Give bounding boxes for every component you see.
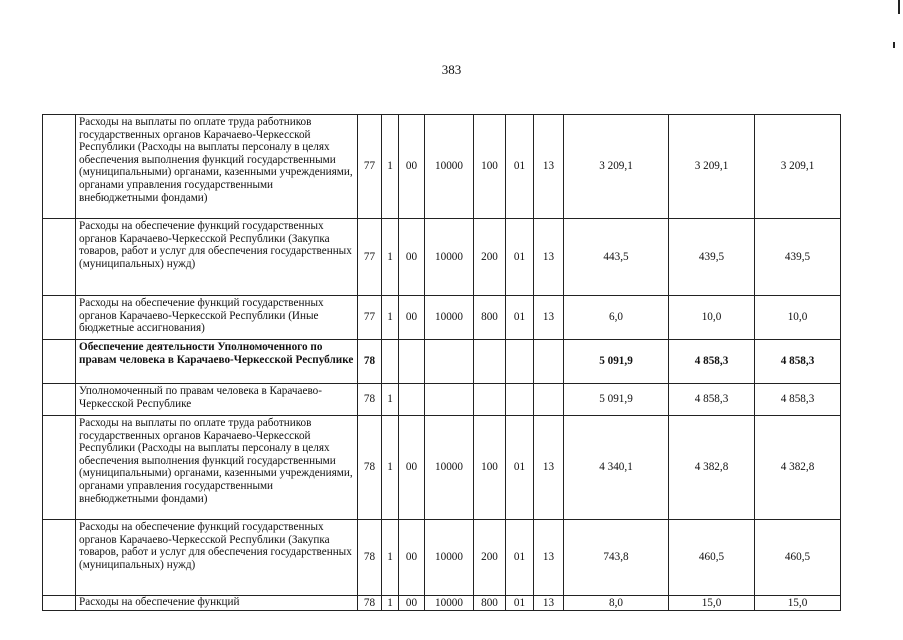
target-article-cell: [425, 340, 474, 384]
chapter-cell: [506, 384, 534, 416]
admin-code-cell: 77: [358, 296, 382, 340]
amount-year2-cell: 460,5: [669, 520, 755, 596]
table-row: [43, 416, 841, 520]
subchapter-cell: 13: [534, 219, 564, 296]
table-row: [43, 340, 841, 384]
table-row: [43, 384, 841, 416]
expense-type-cell: 100: [474, 115, 506, 219]
section-cell: 1: [382, 115, 399, 219]
amount-year3-cell: 4 858,3: [755, 340, 841, 384]
amount-year1-cell: 4 340,1: [564, 416, 669, 520]
amount-year1-cell: 8,0: [564, 596, 669, 611]
table-row: [43, 219, 841, 296]
amount-year3-cell: 4 382,8: [755, 416, 841, 520]
table-row: [43, 115, 841, 219]
subsection-cell: [399, 384, 425, 416]
amount-year3-cell: 3 209,1: [755, 115, 841, 219]
chapter-cell: 01: [506, 596, 534, 611]
blank-cell: [43, 384, 76, 416]
expense-name-cell: Расходы на выплаты по оплате труда работников государственных органов Карачаево-Черкесской Республики (Расходы на выплаты персоналу в целях обеспечения выполнения функций государственными (муниципальными) органами, казенными учреждениями, органами управления государственными внебюджетными фондами): [76, 416, 358, 520]
expense-name-cell: Расходы на обеспечение функций государственных органов Карачаево-Черкесской Республики (Иные бюджетные ассигнования): [76, 296, 358, 340]
blank-cell: [43, 219, 76, 296]
chapter-cell: 01: [506, 520, 534, 596]
expense-name-cell: Обеспечение деятельности Уполномоченного по правам человека в Карачаево-Черкесской Республике: [76, 340, 358, 384]
subchapter-cell: [534, 384, 564, 416]
amount-year2-cell: 439,5: [669, 219, 755, 296]
table-row: [43, 520, 841, 596]
admin-code-cell: 78: [358, 340, 382, 384]
expense-name-cell: Расходы на обеспечение функций государственных органов Карачаево-Черкесской Республики (Закупка товаров, работ и услуг для обеспечения государственных (муниципальных) нужд): [76, 219, 358, 296]
subchapter-cell: 13: [534, 296, 564, 340]
subchapter-cell: 13: [534, 596, 564, 611]
table-row: [43, 296, 841, 340]
subsection-cell: 00: [399, 115, 425, 219]
expense-name-cell: Уполномоченный по правам человека в Карачаево-Черкесской Республике: [76, 384, 358, 416]
subsection-cell: [399, 340, 425, 384]
subchapter-cell: 13: [534, 416, 564, 520]
amount-year2-cell: 4 858,3: [669, 384, 755, 416]
section-cell: 1: [382, 296, 399, 340]
blank-cell: [43, 596, 76, 611]
budget-table: [42, 114, 841, 611]
subchapter-cell: 13: [534, 520, 564, 596]
amount-year3-cell: 460,5: [755, 520, 841, 596]
subsection-cell: 00: [399, 219, 425, 296]
expense-name-cell: Расходы на выплаты по оплате труда работников государственных органов Карачаево-Черкесской Республики (Расходы на выплаты персоналу в целях обеспечения выполнения функций государственными (муниципальными) органами, казенными учреждениями, органами управления государственными внебюджетными фондами): [76, 115, 358, 219]
admin-code-cell: 78: [358, 416, 382, 520]
blank-cell: [43, 115, 76, 219]
chapter-cell: 01: [506, 219, 534, 296]
subsection-cell: 00: [399, 596, 425, 611]
admin-code-cell: 77: [358, 115, 382, 219]
subsection-cell: 00: [399, 416, 425, 520]
expense-type-cell: 800: [474, 596, 506, 611]
section-cell: 1: [382, 219, 399, 296]
scan-edge-mark-lower: [893, 42, 895, 48]
admin-code-cell: 78: [358, 384, 382, 416]
amount-year2-cell: 10,0: [669, 296, 755, 340]
admin-code-cell: 77: [358, 219, 382, 296]
target-article-cell: 10000: [425, 520, 474, 596]
subchapter-cell: 13: [534, 115, 564, 219]
target-article-cell: 10000: [425, 115, 474, 219]
expense-type-cell: 200: [474, 520, 506, 596]
section-cell: 1: [382, 520, 399, 596]
amount-year2-cell: 4 382,8: [669, 416, 755, 520]
page-number: 383: [441, 62, 462, 77]
target-article-cell: 10000: [425, 296, 474, 340]
expense-type-cell: 200: [474, 219, 506, 296]
blank-cell: [43, 416, 76, 520]
chapter-cell: 01: [506, 296, 534, 340]
amount-year3-cell: 15,0: [755, 596, 841, 611]
expense-type-cell: [474, 340, 506, 384]
chapter-cell: 01: [506, 416, 534, 520]
chapter-cell: 01: [506, 115, 534, 219]
target-article-cell: [425, 384, 474, 416]
target-article-cell: 10000: [425, 416, 474, 520]
expense-name-cell: Расходы на обеспечение функций: [76, 596, 358, 611]
expense-type-cell: [474, 384, 506, 416]
amount-year2-cell: 15,0: [669, 596, 755, 611]
admin-code-cell: 78: [358, 596, 382, 611]
section-cell: [382, 340, 399, 384]
amount-year2-cell: 4 858,3: [669, 340, 755, 384]
chapter-cell: [506, 340, 534, 384]
expense-name-cell: Расходы на обеспечение функций государственных органов Карачаево-Черкесской Республики (Закупка товаров, работ и услуг для обеспечения государственных (муниципальных) нужд): [76, 520, 358, 596]
table-row: [43, 596, 841, 611]
amount-year3-cell: 4 858,3: [755, 384, 841, 416]
amount-year1-cell: 443,5: [564, 219, 669, 296]
blank-cell: [43, 296, 76, 340]
target-article-cell: 10000: [425, 596, 474, 611]
expense-type-cell: 800: [474, 296, 506, 340]
target-article-cell: 10000: [425, 219, 474, 296]
section-cell: 1: [382, 416, 399, 520]
amount-year1-cell: 6,0: [564, 296, 669, 340]
amount-year3-cell: 439,5: [755, 219, 841, 296]
blank-cell: [43, 340, 76, 384]
subsection-cell: 00: [399, 520, 425, 596]
section-cell: 1: [382, 596, 399, 611]
subchapter-cell: [534, 340, 564, 384]
amount-year1-cell: 5 091,9: [564, 340, 669, 384]
section-cell: 1: [382, 384, 399, 416]
subsection-cell: 00: [399, 296, 425, 340]
blank-cell: [43, 520, 76, 596]
amount-year1-cell: 5 091,9: [564, 384, 669, 416]
expense-type-cell: 100: [474, 416, 506, 520]
amount-year1-cell: 743,8: [564, 520, 669, 596]
amount-year2-cell: 3 209,1: [669, 115, 755, 219]
scan-edge-mark: [898, 0, 900, 14]
amount-year3-cell: 10,0: [755, 296, 841, 340]
amount-year1-cell: 3 209,1: [564, 115, 669, 219]
admin-code-cell: 78: [358, 520, 382, 596]
